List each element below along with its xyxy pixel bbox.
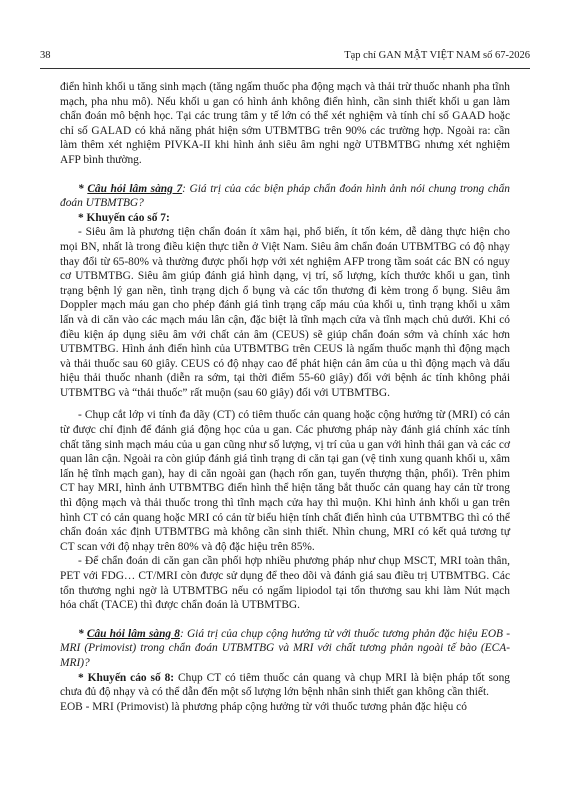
page-header — [40, 50, 530, 64]
clinical-question-7 — [60, 182, 510, 211]
clinical-question-8 — [60, 627, 510, 671]
page-number: 38 — [40, 50, 51, 61]
recommendation-8-text: Chụp CT có tiêm thuốc cản quang và chụp MRI là biện pháp tốt song chưa đủ độ nhạy và có thể dẫn đến một số lượng lớn bệnh nhân sinh thiết gan không cần thiết. — [60, 671, 511, 699]
q8-star: * — [78, 627, 87, 640]
header-rule — [40, 68, 530, 69]
q7-star: * — [78, 182, 88, 195]
q8-text: : Giá trị của chụp cộng hưởng từ với thuốc tương phản đặc hiệu EOB - MRI (Primovist) trong chẩn đoán UTBMTBG và MRI với chất tương phản ngoài tế bào (ECA-MRI)? — [60, 627, 510, 669]
paragraph-eob-mri: EOB - MRI (Primovist) là phương pháp cộng hưởng từ với thuốc tương phản đặc hiệu có — [60, 700, 467, 713]
paragraph-continued: điển hình khối u tăng sinh mạch (tăng ngấm thuốc pha động mạch và thải trừ thuốc nhanh pha tĩnh mạch, pha nhu mô). Nếu khối u gan có hình ảnh không điển hình, cần sinh thiết khối u gan làm chẩn đoán mô bệnh học. Tại các trung tâm y tế lớn có thể xét nghiệm và tính chỉ số GAAD hoặc chỉ số GALAD có khả năng phát hiện sớm UTBMTBG trên 90% các trường hợp. Ngoài ra: cần làm thêm xét nghiệm PIVKA-II khi hình ảnh siêu âm nghi ngờ UTBMTBG nhưng xét nghiệm AFP bình thường. — [60, 81, 510, 166]
article-body — [60, 80, 510, 714]
paragraph-ct-mri: - Chụp cắt lớp vi tính đa dãy (CT) có tiêm thuốc cản quang hoặc cộng hưởng từ (MRI) có cản từ được chỉ định để đánh giá động học của u gan. Các phương pháp này đánh giá chính xác tính chất tăng sinh mạch máu của u gan cũng như số lượng, vị trí của u gan với hình thái gan và các cơ quan lân cận. Ngoài ra còn giúp đánh giá tình trạng di căn tại gan (vệ tinh xung quanh khối u, xâm lấn hệ tĩnh mạch gan), hay di căn ngoài gan (hạch rốn gan, tuyến thượng thận, phổi). Trên phim CT hay MRI, hình ảnh UTBMTBG điển hình thể hiện tăng bắt thuốc cản quang hay cản từ trong thì động mạch và thải thuốc trong thì tĩnh mạch cửa hay thì muộn. Khi hình ảnh khối u gan trên hình CT có cản quang hoặc MRI có cản từ biểu hiện tính chất điển hình của UTBMTBG thì có thể chẩn đoán xác định UTBMTBG mà không cần sinh thiết. Nhìn chung, MRI có kết quả tương tự CT scan với độ nhạy trên 80% và độ đặc hiệu trên 85%. — [60, 409, 510, 553]
q7-text: : Giá trị của các biện pháp chẩn đoán hình ảnh nói chung trong chẩn đoán UTBMTBG? — [60, 182, 510, 210]
paragraph-metastasis: - Để chẩn đoán di căn gan cần phối hợp nhiều phương pháp như chụp MSCT, MRI toàn thân, PET với FDG… CT/MRI còn được sử dụng để theo dõi và đánh giá sau điều trị UTBMTBG. Các tổn thương nghi ngờ là UTBMTBG nếu có ngấm lipiodol tại tổn thương sau khi làm Nút mạch hóa chất (TACE) thì được chẩn đoán là UTBMTBG. — [60, 555, 510, 612]
q8-label: Câu hỏi lâm sàng 8 — [86, 627, 180, 640]
journal-name: Tạp chí GAN MẬT VIỆT NAM số 67-2026 — [344, 50, 530, 61]
recommendation-7-heading: * Khuyến cáo số 7: — [78, 211, 170, 224]
q7-label: Câu hỏi lâm sàng 7 — [87, 182, 183, 195]
paragraph-ultrasound: - Siêu âm là phương tiện chẩn đoán ít xâm hại, phổ biến, ít tốn kém, dễ dàng thực hiện cho mọi BN, nhất là trong điều kiện thực tiễn ở Việt Nam. Siêu âm chẩn đoán UTBMTBG có độ nhạy thay đổi từ 65-80% và thường được phối hợp với xét nghiệm AFP trong tầm soát các BN có nguy cơ UTBMTBG. Siêu âm giúp đánh giá hình dạng, vị trí, số lượng, kích thước khối u gan, tình trạng bệnh lý gan nền, tình trạng dịch ổ bụng và các tổn thương đi kèm trong ổ bụng. Siêu âm Doppler mạch máu gan cho phép đánh giá tình trạng cấp máu của khối u, tình trạng khối u xâm lấn và di căn vào các mạch máu lân cận, đặc biệt là tĩnh mạch cửa và tĩnh mạch chủ dưới. Khi có điều kiện áp dụng siêu âm với chất cản âm (CEUS) sẽ giúp chẩn đoán sớm và chính xác hơn UTBMTBG. Hình ảnh điển hình của UTBMTBG trên CEUS là ngấm thuốc mạnh thì động mạch và thải thuốc sau 60 giây. CEUS có độ nhạy cao để phát hiện cản âm của u thì động mạch và dấu hiệu thải thuốc nhanh (diễn ra sớm, tại thời điểm 55-60 giây) đối với bệnh ác tính không phải UTBMTBG và “thải thuốc” rất muộn (sau 60 giây) đối với UTBMTBG. — [60, 226, 510, 399]
recommendation-8-heading: * Khuyến cáo số 8: — [78, 671, 175, 684]
recommendation-8 — [60, 671, 510, 700]
